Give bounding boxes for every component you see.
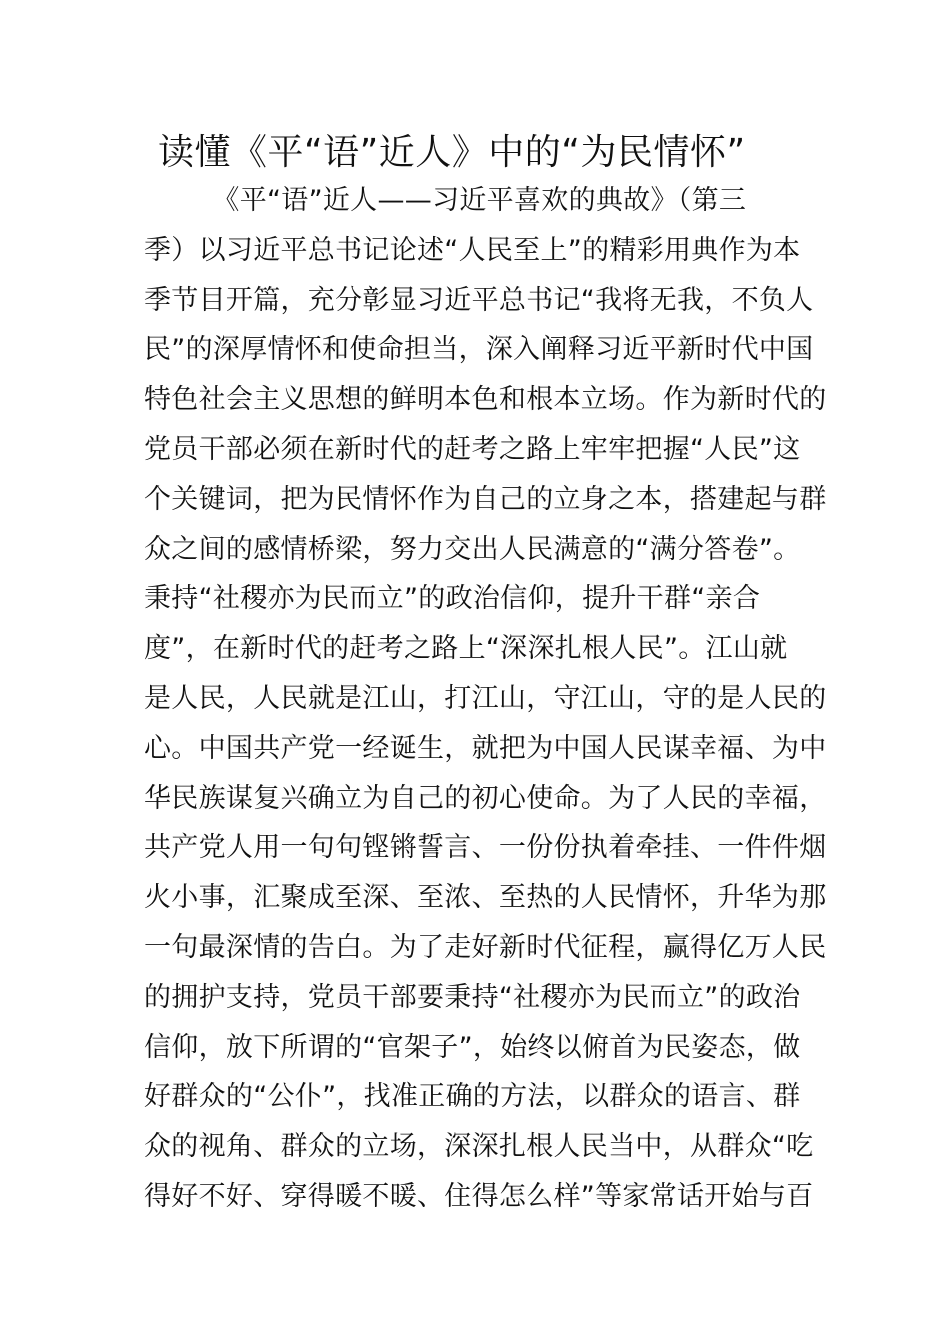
body-line: 众的视角、群众的立场，深深扎根人民当中，从群众“吃 [144, 1131, 814, 1163]
body-line: 特色社会主义思想的鲜明本色和根本立场。作为新时代的 [144, 384, 827, 416]
body-line: 好群众的“公仆”，找准正确的方法，以群众的语言、群 [144, 1081, 801, 1113]
body-line: 的拥护支持，党员干部要秉持“社稷亦为民而立”的政治 [144, 981, 801, 1013]
body-line: 度”，在新时代的赶考之路上“深深扎根人民”。江山就 [144, 633, 788, 665]
document-body [144, 176, 827, 1222]
body-line: 党员干部必须在新时代的赶考之路上牢牢把握“人民”这 [144, 433, 801, 465]
body-line: 得好不好、穿得暖不暖、住得怎么样”等家常话开始与百 [144, 1180, 814, 1212]
body-line: 季）以习近平总书记论述“人民至上”的精彩用典作为本 [144, 234, 801, 266]
body-line: 《平“语”近人——习近平喜欢的典故》（第三 [144, 185, 747, 216]
body-line: 一句最深情的告白。为了走好新时代征程，赢得亿万人民 [144, 931, 827, 963]
body-line: 个关键词，把为民情怀作为自己的立身之本，搭建起与群 [144, 483, 827, 515]
body-line: 众之间的感情桥梁，努力交出人民满意的“满分答卷”。 [144, 533, 801, 565]
body-line: 华民族谋复兴确立为自己的初心使命。为了人民的幸福， [144, 782, 827, 814]
body-line: 秉持“社稷亦为民而立”的政治信仰，提升干群“亲合 [144, 583, 761, 615]
body-line: 信仰，放下所谓的“官架子”，始终以俯首为民姿态，做 [144, 1031, 801, 1063]
body-line: 民”的深厚情怀和使命担当，深入阐释习近平新时代中国 [144, 334, 814, 366]
document-title: 读懂《平“语”近人》中的“为民情怀” [158, 132, 746, 173]
body-line: 共产党人用一句句铿锵誓言、一份份执着牵挂、一件件烟 [144, 832, 827, 864]
body-line: 火小事，汇聚成至深、至浓、至热的人民情怀，升华为那 [144, 882, 827, 914]
body-line: 心。中国共产党一经诞生，就把为中国人民谋幸福、为中 [144, 732, 827, 764]
body-line: 是人民，人民就是江山，打江山，守江山，守的是人民的 [144, 682, 827, 714]
body-line: 季节目开篇，充分彰显习近平总书记“我将无我，不负人 [144, 284, 814, 316]
